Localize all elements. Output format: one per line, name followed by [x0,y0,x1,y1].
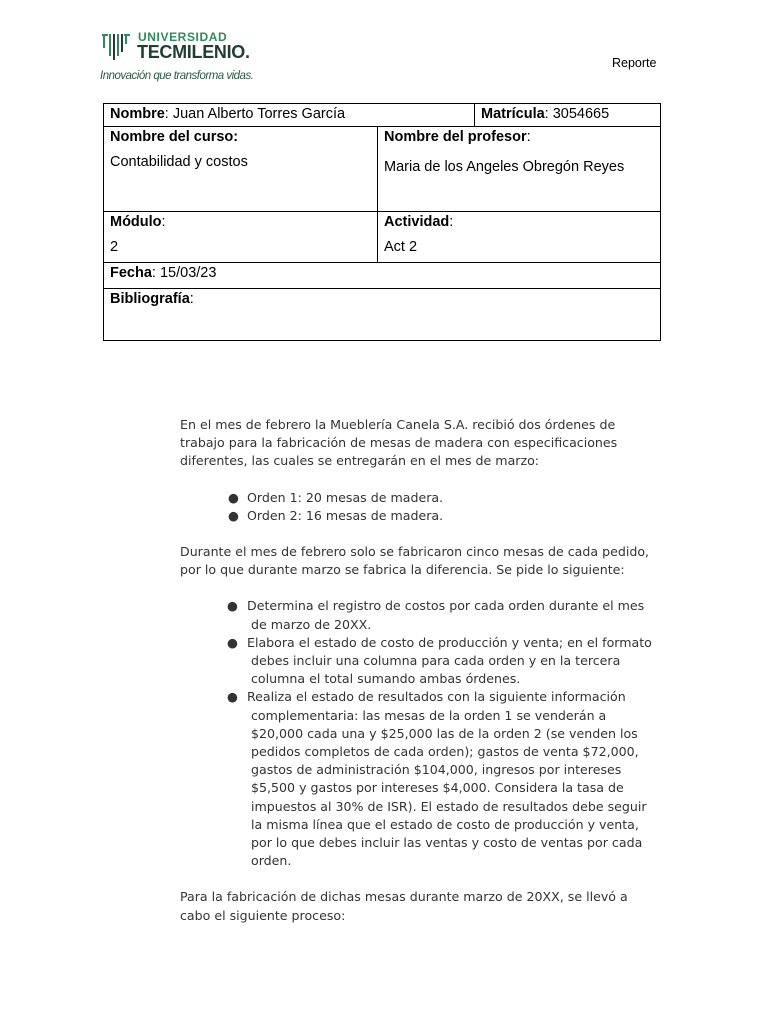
list-item [180,688,660,870]
activity-label: Actividad [384,214,450,230]
name-value: : Juan Alberto Torres García [164,106,346,122]
module-value: 2 [110,239,119,255]
list-item [180,634,660,689]
table-row [104,104,661,127]
order-2-text: Orden 2: 16 mesas de madera. [247,507,444,523]
activity-value: Act 2 [384,239,418,255]
task-2-text: Elabora el estado de costo de producción y venta; en el formato debes incluir una columna para cada orden y en la tercera columna el total sumando ambas órdenes. [247,634,652,687]
activity-cell [378,212,661,263]
bullet-icon: ● [227,689,238,705]
tecmilenio-logo-icon [100,30,132,60]
bullet-icon: ● [228,489,239,505]
professor-label-colon: : [526,129,531,145]
module-cell [104,212,378,263]
table-row [104,127,661,212]
list-item [180,507,660,525]
tasks-list [180,597,660,870]
name-cell [104,104,475,127]
paragraph-2: Durante el mes de febrero solo se fabricaron cinco mesas de cada pedido, por lo que durante marzo se fabrica la diferencia. Se pide lo siguiente: [180,544,650,578]
logo-name-text: TECMILENIO. [137,42,250,62]
activity-label-colon: : [449,214,454,230]
matricula-label: Matrícula [481,106,545,122]
matricula-cell [475,104,661,127]
course-value: Contabilidad y costos [110,154,248,170]
professor-value: Maria de los Angeles Obregón Reyes [384,159,625,175]
date-value: : 15/03/23 [151,265,217,281]
order-1-text: Orden 1: 20 mesas de madera. [247,489,444,505]
task-1-text: Determina el registro de costos por cada orden durante el mes de marzo de 20XX. [247,598,645,632]
list-item [180,597,660,633]
document-body [180,416,660,925]
report-label: Reporte [612,56,657,70]
name-label: Nombre [110,106,165,122]
bibliography-label-colon: : [189,291,194,307]
bibliography-label: Bibliografía [110,291,190,307]
list-item [180,489,660,507]
bullet-icon: ● [228,507,239,523]
logo-university-text: UNIVERSIDAD [138,30,228,44]
course-label: Nombre del curso: [110,129,239,145]
paragraph-3: Para la fabricación de dichas mesas durante marzo de 20XX, se llevó a cabo el siguiente proceso: [180,889,628,923]
student-info-table [103,103,661,341]
university-logo [100,28,300,86]
task-3-text: Realiza el estado de resultados con la siguiente información complementaria: las mesas de la orden 1 se venderán a $20,000 cada una y $25,000 las de la orden 2 (se venden los pedidos completos de cada orden); gastos de venta $72,000, gastos de administración $104,000, ingresos por intereses $5,500 y gastos por intereses $4,000. Considera la tasa de impuestos al 30% de ISR). El estado de resultados debe seguir la misma línea que el estado de costo de producción y venta, por lo que debes incluir las ventas y costo de ventas por cada orden. [247,689,647,869]
bullet-icon: ● [227,598,238,614]
intro-paragraph: En el mes de febrero la Mueblería Canela S.A. recibió dos órdenes de trabajo para la fabricación de mesas de madera con especificaciones diferentes, las cuales se entregarán en el mes de marzo: [180,417,618,469]
professor-label: Nombre del profesor [384,129,527,145]
course-cell [104,127,378,212]
table-row [104,289,661,341]
date-label: Fecha [110,265,152,281]
logo-tagline: Innovación que transforma vidas. [100,70,254,82]
bullet-icon: ● [227,634,238,650]
orders-list [180,489,660,525]
table-row [104,263,661,289]
bibliography-cell [104,289,661,341]
professor-cell [378,127,661,212]
table-row [104,212,661,263]
date-cell [104,263,661,289]
module-label-colon: : [161,214,166,230]
matricula-value: : 3054665 [544,106,610,122]
module-label: Módulo [110,214,162,230]
